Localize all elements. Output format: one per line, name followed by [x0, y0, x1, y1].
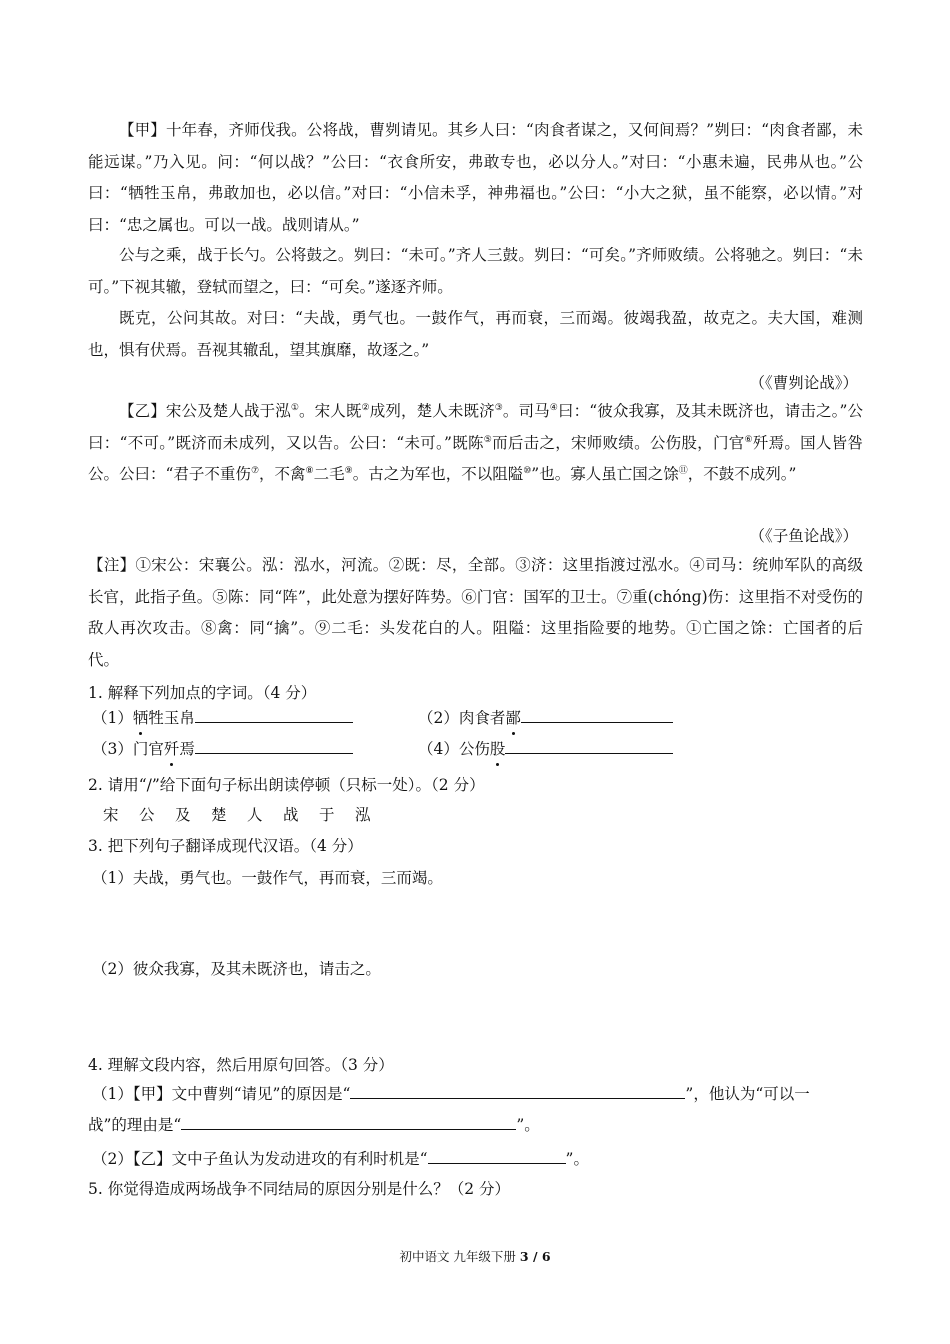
q1-item-2: [418, 706, 673, 730]
footnote-marker: ⑧: [305, 465, 314, 476]
question-4-title: 4. 理解文段内容，然后用原句回答。（3 分）: [88, 1056, 394, 1074]
footnote-marker: ④: [549, 402, 558, 413]
passage-yi-text: 二毛: [313, 465, 345, 483]
q4-text: ”。: [516, 1116, 540, 1134]
passage-yi-source: （《子鱼论战》）: [749, 527, 858, 545]
q1-item-number: （4）: [418, 740, 459, 758]
answer-blank[interactable]: [195, 706, 353, 723]
passage-yi-text: 宋公及楚人战于泓: [165, 402, 291, 420]
sentence-char[interactable]: 战: [283, 806, 299, 824]
answer-blank[interactable]: [195, 737, 353, 754]
sentence-char[interactable]: 宋: [103, 806, 119, 824]
page-footer: [0, 1249, 950, 1265]
q1-item-number: （1）: [92, 709, 133, 727]
sentence-char[interactable]: 泓: [355, 806, 371, 824]
q3-sentence-1: （1）夫战，勇气也。一鼓作气，再而衰，三而竭。: [92, 869, 443, 887]
sentence-char[interactable]: 及: [175, 806, 191, 824]
passage-yi-text: ，不鼓不成列。”: [687, 465, 797, 483]
q1-item-1: [92, 706, 353, 730]
passage-yi-label: 【乙】: [119, 402, 166, 420]
q1-item-number: （2）: [418, 709, 459, 727]
passage-jia-label: 【甲】: [119, 121, 166, 139]
passage-yi-text: ”也。寡人虽亡国之馀: [531, 465, 679, 483]
q1-item-text: 公伤: [458, 740, 490, 758]
q4-text: 战”的理由是“: [88, 1116, 182, 1134]
q1-item-text: 门官: [132, 740, 164, 758]
q1-item-3: [92, 737, 353, 761]
answer-blank[interactable]: [505, 737, 673, 754]
q4-part-2: [92, 1147, 589, 1171]
sentence-char[interactable]: 楚: [211, 806, 227, 824]
passage-jia-source: （《曹刿论战》）: [749, 374, 858, 392]
answer-blank[interactable]: [428, 1147, 566, 1164]
passage-yi-text: 。古之为军也，不以阻隘: [352, 465, 524, 483]
passage-yi-text: ，不禽: [259, 465, 306, 483]
passage-yi-text: 曰：“彼众我寡，及其未既济也，请击之。”公曰：“不可。”既济而未成列，又以告。公曰：“未可。”既陈: [88, 402, 863, 452]
q1-item-text: 肉食者: [458, 709, 506, 727]
footnote-marker: ⑪: [678, 465, 688, 476]
q3-sentence-2: （2）彼众我寡，及其未既济也，请击之。: [92, 960, 381, 978]
question-5-title: 5. 你觉得造成两场战争不同结局的原因分别是什么？（2 分）: [88, 1180, 511, 1198]
q3-answer-space-2[interactable]: [92, 983, 862, 1048]
notes-label: 【注】: [88, 556, 136, 574]
footnote-marker: ⑤: [483, 434, 493, 445]
q4-text: （1）【甲】文中曹刿“请见”的原因是“: [92, 1085, 351, 1103]
sentence-char[interactable]: 人: [247, 806, 263, 824]
q4-text: ”，他认为“可以一: [685, 1085, 810, 1103]
dotted-character: 牺: [133, 706, 149, 730]
dotted-character: 鄙: [505, 706, 521, 730]
q1-item-text: 焉: [179, 740, 195, 758]
passage-yi-text: 而后击之，宋师败绩。公伤股，门官: [492, 433, 745, 452]
passage-yi-text: 。宋人既: [299, 402, 362, 420]
passage-jia-p1-text: 十年春，齐师伐我。公将战，曹刿请见。其乡人曰：“肉食者谋之，又何间焉？”刿曰：“肉食者鄙，未能远谋。”乃入见。问：“何以战？”公曰：“衣食所安，弗敢专也，必以分人。”对曰：“小惠未遍，民弗从也。”公曰：“牺牲玉帛，弗敢加也，必以信。”对曰：“小信未孚，神弗福也。”公曰：“小大之狱，虽不能察，必以情。”对曰：“忠之属也。可以一战。战则请从。”: [88, 121, 863, 234]
sentence-char[interactable]: 公: [139, 806, 155, 824]
passage-jia-p2: 公与之乘，战于长勺。公将鼓之。刿曰：“未可。”齐人三鼓。刿曰：“可矣。”齐师败绩。公将驰之。刿曰：“未可。”下视其辙，登轼而望之，曰：“可矣。”遂逐齐师。: [88, 246, 863, 296]
q1-item-text: 牲玉帛: [148, 709, 195, 727]
q4-text: （2）【乙】文中子鱼认为发动进攻的有利时机是“: [92, 1150, 428, 1168]
footnote-marker: ⑨: [344, 465, 353, 476]
passage-yi-text: 成列，楚人未既济: [369, 402, 495, 420]
question-2-title: 2. 请用“/”给下面句子标出朗读停顿（只标一处）。（2 分）: [88, 776, 485, 794]
page-number: 3 / 6: [519, 1249, 551, 1264]
footnote-marker: ③: [494, 402, 503, 413]
passage-yi-text: 。司马: [502, 402, 550, 420]
q1-item-4: [418, 737, 673, 761]
dotted-character: 股: [490, 737, 506, 761]
dotted-character: 歼: [164, 737, 180, 761]
question-1-title: 1. 解释下列加点的字词。（4 分）: [88, 684, 317, 702]
footnote-marker: ①: [290, 402, 300, 413]
footnote-marker: ②: [361, 402, 370, 413]
sentence-char[interactable]: 于: [319, 806, 335, 824]
footnote-marker: ⑦: [250, 465, 260, 476]
answer-blank[interactable]: [181, 1113, 516, 1130]
question-3-title: 3. 把下列句子翻译成现代汉语。（4 分）: [88, 837, 363, 855]
passage-yi-text: 歼焉。国人皆咎公。公曰：“君子不重伤: [88, 433, 863, 483]
q2-sentence: [103, 803, 391, 827]
q4-part-1-line-1: [92, 1082, 810, 1106]
passage-jia-p1: [88, 115, 863, 241]
q1-item-number: （3）: [92, 740, 133, 758]
q3-answer-space-1[interactable]: [92, 892, 862, 952]
answer-blank[interactable]: [521, 706, 673, 723]
footer-text: 初中语文 九年级下册: [399, 1249, 520, 1264]
annotation-notes: [88, 550, 863, 676]
q4-part-1-line-2: [88, 1113, 540, 1137]
answer-blank[interactable]: [350, 1082, 685, 1099]
notes-text: ①宋公：宋襄公。泓：泓水，河流。②既：尽，全部。③济：这里指渡过泓水。④司马：统帅军队的高级长官，此指子鱼。⑤陈：同“阵”，此处意为摆好阵势。⑥门官：国军的卫士。⑦重(chónɡ)伤：这里指不对受伤的敌人再次攻击。⑧禽：同“擒”。⑨二毛：头发花白的人。阻隘：这里指险要的地势。①亡国之馀：亡国者的后代。: [88, 556, 863, 669]
passage-yi: [88, 396, 863, 491]
footnote-marker: ⑩: [523, 465, 532, 476]
q4-text: ”。: [565, 1150, 589, 1168]
footnote-marker: ⑥: [744, 434, 753, 445]
passage-jia-p3: 既克，公问其故。对曰：“夫战，勇气也。一鼓作气，再而衰，三而竭。彼竭我盈，故克之。夫大国，难测也，惧有伏焉。吾视其辙乱，望其旗靡，故逐之。”: [88, 309, 863, 359]
